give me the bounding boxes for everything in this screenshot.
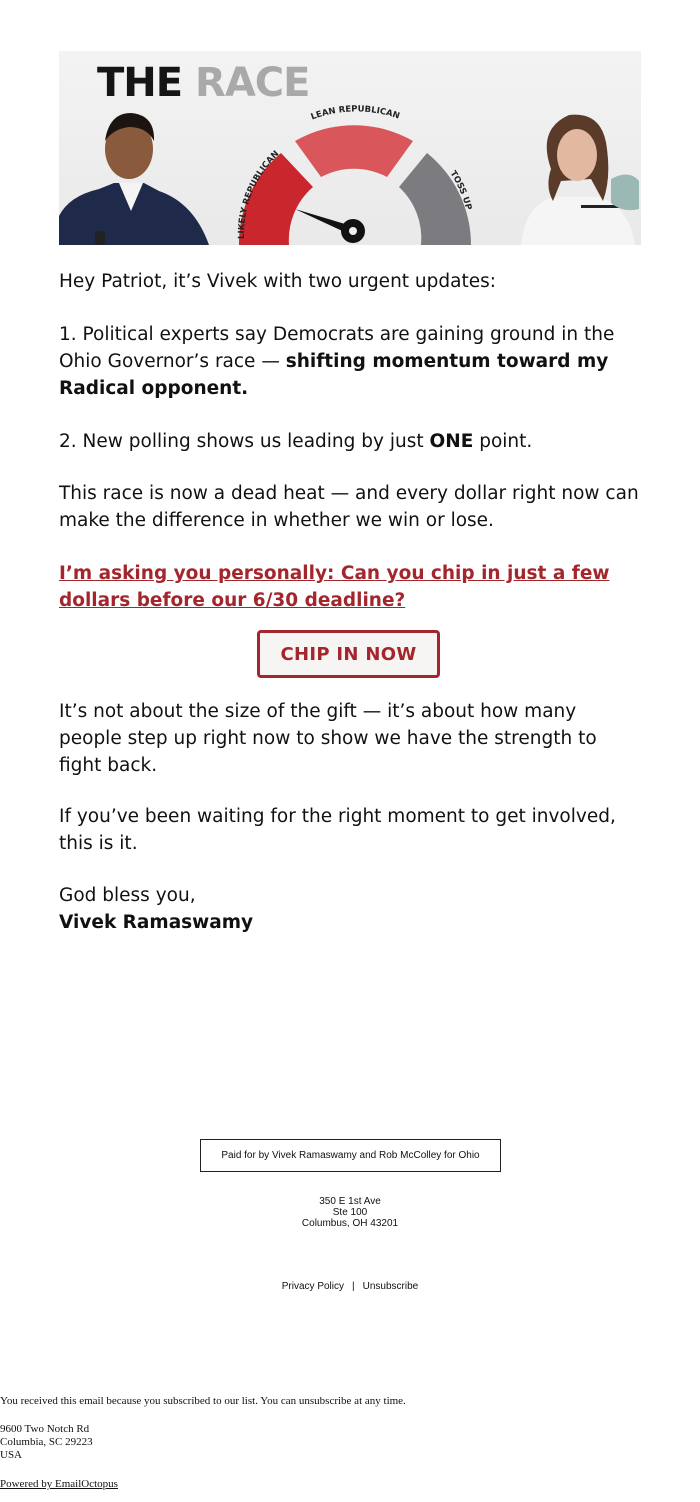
gauge-needle (295, 209, 365, 243)
dead-heat-text: This race is now a dead heat — and every dollar right now can make the difference in whether we win or lose. (59, 483, 639, 531)
update-one-text: 1. Political experts say Democrats are gaining ground in the Ohio Governor’s race — (59, 324, 615, 372)
footer-links (0, 1281, 700, 1292)
dead-heat-paragraph (59, 480, 641, 534)
update-one-paragraph (59, 321, 641, 402)
campaign-address (0, 1196, 700, 1229)
sender-line-2: Columbia, SC 29223 (0, 1436, 93, 1448)
signature-name: Vivek Ramaswamy (59, 912, 254, 933)
greeting-paragraph (59, 268, 641, 295)
race-gauge (209, 91, 499, 245)
candidate-right-photo (511, 109, 641, 245)
hero-title-race: RACE (195, 60, 310, 106)
paid-for-disclaimer: Paid for by Vivek Ramaswamy and Rob McColley for Ohio (200, 1139, 501, 1172)
update-one-bold: shifting momentum toward my Radical opponent. (59, 351, 609, 399)
gift-paragraph (59, 698, 641, 779)
greeting-text: Hey Patriot, it’s Vivek with two urgent updates: (59, 271, 496, 292)
powered-by-emailoctopus-link[interactable]: Powered by EmailOctopus (0, 1478, 118, 1490)
hero-banner (59, 51, 641, 245)
candidate-left-photo (59, 111, 219, 245)
waiting-text: If you’ve been waiting for the right moment to get involved, this is it. (59, 806, 616, 854)
hero-title-the: THE (97, 60, 183, 106)
chip-in-now-button[interactable]: CHIP IN NOW (257, 630, 440, 678)
sender-address (0, 1423, 93, 1462)
waiting-paragraph (59, 803, 641, 857)
unsubscribe-link[interactable]: Unsubscribe (362, 1281, 419, 1292)
gift-text: It’s not about the size of the gift — it’s about how many people step up right now to show we have the strength to fight back. (59, 701, 597, 776)
gauge-label-likely: LIKELY REPUBLICAN (236, 149, 282, 240)
sender-line-3: USA (0, 1449, 23, 1461)
address-line-2: Ste 100 (332, 1207, 368, 1218)
address-line-1: 350 E 1st Ave (319, 1196, 381, 1207)
gauge-label-tossup: TOSS UP (447, 169, 474, 212)
privacy-policy-link[interactable]: Privacy Policy (281, 1281, 345, 1292)
update-two-paragraph (59, 428, 641, 455)
signoff-text: God bless you, (59, 885, 196, 906)
address-line-3: Columbus, OH 43201 (301, 1218, 399, 1229)
svg-text:LEAN REPUBLICAN (310, 104, 401, 122)
sender-line-1: 9600 Two Notch Rd (0, 1423, 90, 1435)
ask-paragraph (59, 560, 641, 614)
update-two-pre: 2. New polling shows us leading by just (59, 431, 430, 452)
link-separator: | (352, 1281, 355, 1292)
gauge-label-lean: LEAN REPUBLICAN (309, 104, 401, 123)
signoff-block (59, 882, 641, 936)
update-two-bold: ONE (429, 431, 474, 452)
donate-ask-link[interactable]: I’m asking you personally: Can you chip in just a few dollars before our 6/30 deadline? (59, 563, 610, 611)
update-two-post: point. (473, 431, 533, 452)
subscription-notice: You received this email because you subscribed to our list. You can unsubscribe at any time. (0, 1395, 406, 1407)
